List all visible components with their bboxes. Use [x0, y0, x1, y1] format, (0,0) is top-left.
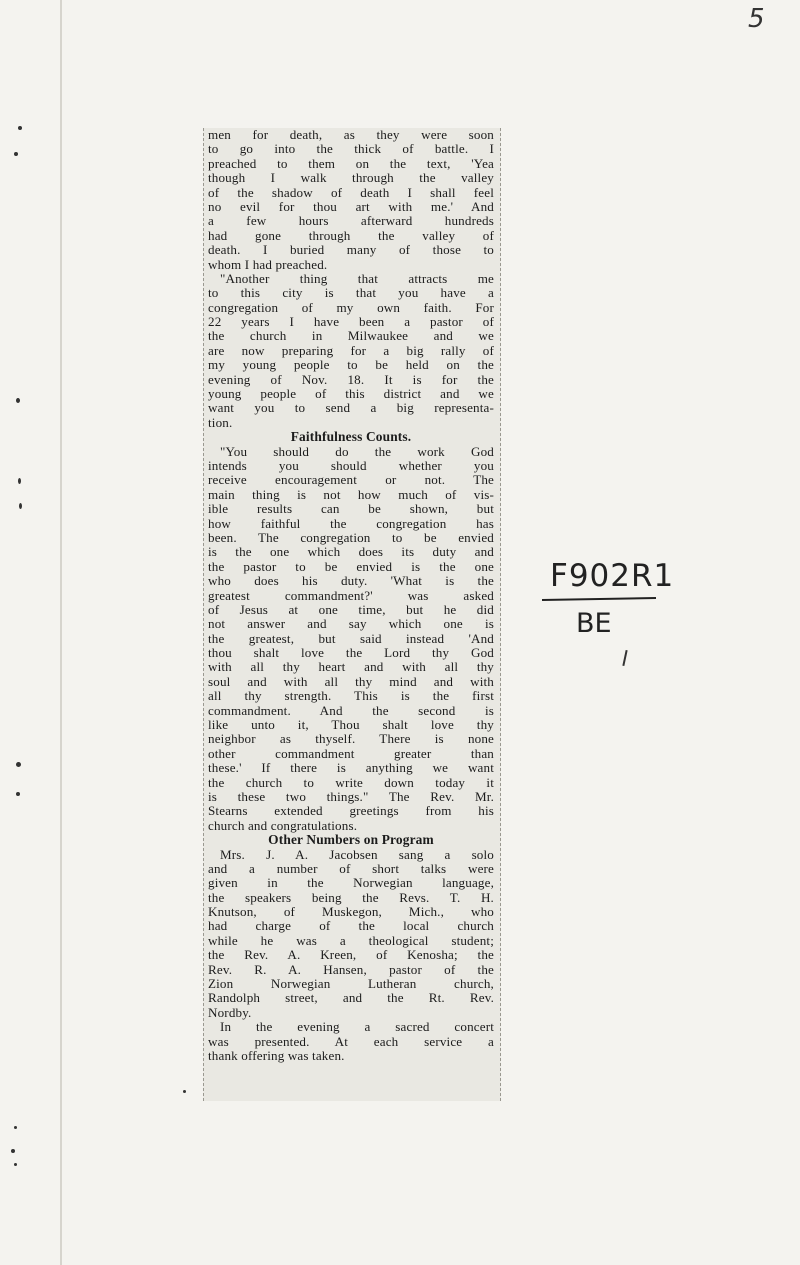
article-line: with all thy heart and with all thy: [208, 659, 494, 675]
article-line: Zion Norwegian Lutheran church,: [208, 976, 494, 992]
article-line: greatest commandment?' was asked: [208, 587, 494, 603]
article-line: ible results can be shown, but: [208, 501, 494, 517]
article-line: want you to send a big representa-: [208, 400, 494, 416]
section-heading: Faithfulness Counts.: [290, 429, 412, 445]
margin-mark: [16, 792, 20, 796]
article-line: whom I had preached.: [208, 256, 328, 272]
article-line: preached to them on the text, 'Yea: [208, 155, 494, 171]
margin-mark: [18, 478, 21, 484]
article-line: the speakers being the Revs. T. H.: [208, 889, 494, 905]
margin-mark: [16, 398, 20, 403]
article-line: to go into the thick of battle. I: [208, 141, 494, 157]
article-line: of Jesus at one time, but he did: [208, 601, 494, 617]
margin-mark: [19, 503, 22, 509]
page-edge-line: [60, 0, 62, 1265]
handwritten-code: F902R1: [550, 558, 675, 594]
article-line: given in the Norwegian language,: [208, 875, 494, 891]
article-line: who does his duty. 'What is the: [208, 573, 494, 589]
article-line: other commandment greater than: [208, 745, 494, 761]
article-line: the greatest, but said instead 'And: [208, 630, 494, 646]
margin-mark: [18, 126, 22, 130]
margin-mark: [11, 1149, 15, 1153]
article-line: like unto it, Thou shalt love thy: [208, 717, 494, 733]
article-line: my young people to be held on the: [208, 357, 494, 373]
article-line: Randolph street, and the Rt. Rev.: [208, 990, 494, 1006]
article-line: the pastor to be envied is the one: [208, 558, 494, 574]
article-line: receive encouragement or not. The: [208, 472, 494, 488]
article-line: no evil for thou art with me.' And: [208, 198, 494, 214]
article-line: is these two things." The Rev. Mr.: [208, 788, 494, 804]
article-line: while he was a theological student;: [208, 932, 494, 948]
article-line: Mrs. J. A. Jacobsen sang a solo: [220, 846, 494, 862]
article-line: been. The congregation to be envied: [208, 529, 494, 545]
article-line: "You should do the work God: [220, 443, 494, 459]
page-number: 5: [748, 4, 765, 34]
article-line: main thing is not how much of vis-: [208, 486, 494, 502]
margin-mark: [16, 762, 21, 767]
article-line: neighbor as thyself. There is none: [208, 731, 494, 747]
margin-mark: [14, 1126, 17, 1129]
article-line: the church to write down today it: [208, 774, 494, 790]
handwritten-initials: BE: [576, 608, 612, 639]
article-line: death. I buried many of those to: [208, 242, 494, 258]
margin-mark: [183, 1090, 186, 1093]
article-line: and a number of short talks were: [208, 860, 494, 876]
article-line: is the one which does its duty and: [208, 544, 494, 560]
article-line: In the evening a sacred concert: [220, 1019, 494, 1035]
section-heading: Other Numbers on Program: [268, 832, 434, 848]
article-line: how faithful the congregation has: [208, 515, 494, 531]
article-line: not answer and say which one is: [208, 616, 494, 632]
article-line: are now preparing for a big rally of: [208, 342, 494, 358]
article-line: Nordby.: [208, 1004, 252, 1020]
article-line: men for death, as they were soon: [208, 128, 494, 142]
article-line: 22 years I have been a pastor of: [208, 314, 494, 330]
article-line: Stearns extended greetings from his: [208, 803, 494, 819]
article-line: young people of this district and we: [208, 386, 494, 402]
article-line: these.' If there is anything we want: [208, 760, 494, 776]
article-line: though I walk through the valley: [208, 170, 494, 186]
article-line: congregation of my own faith. For: [208, 299, 494, 315]
article-line: to this city is that you have a: [208, 285, 494, 301]
handwritten-annotation: [520, 558, 675, 658]
article-line: evening of Nov. 18. It is for the: [208, 371, 494, 387]
article-line: intends you should whether you: [208, 457, 494, 473]
article-line: the church in Milwaukee and we: [208, 328, 494, 344]
article-column: [208, 128, 494, 1101]
margin-mark: [14, 152, 18, 156]
article-line: Rev. R. A. Hansen, pastor of the: [208, 961, 494, 977]
article-line: Knutson, of Muskegon, Mich., who: [208, 904, 494, 920]
handwritten-tick-mark: [622, 650, 627, 666]
margin-mark: [14, 1163, 17, 1166]
article-line: thank offering was taken.: [208, 1048, 345, 1063]
article-line: the Rev. A. Kreen, of Kenosha; the: [208, 947, 494, 963]
article-line: had charge of the local church: [208, 918, 494, 934]
article-line: commandment. And the second is: [208, 702, 494, 718]
article-line: a few hours afterward hundreds: [208, 213, 494, 229]
article-line: all thy strength. This is the first: [208, 688, 494, 704]
article-line: thou shalt love the Lord thy God: [208, 645, 494, 661]
article-line: was presented. At each service a: [208, 1033, 494, 1049]
article-line: soul and with all thy mind and with: [208, 673, 494, 689]
article-line: of the shadow of death I shall feel: [208, 184, 494, 200]
article-line: "Another thing that attracts me: [220, 270, 494, 286]
handwritten-underline: [542, 597, 656, 601]
article-line: church and congratulations.: [208, 817, 358, 833]
article-line: had gone through the valley of: [208, 227, 494, 243]
article-line: tion.: [208, 414, 233, 430]
